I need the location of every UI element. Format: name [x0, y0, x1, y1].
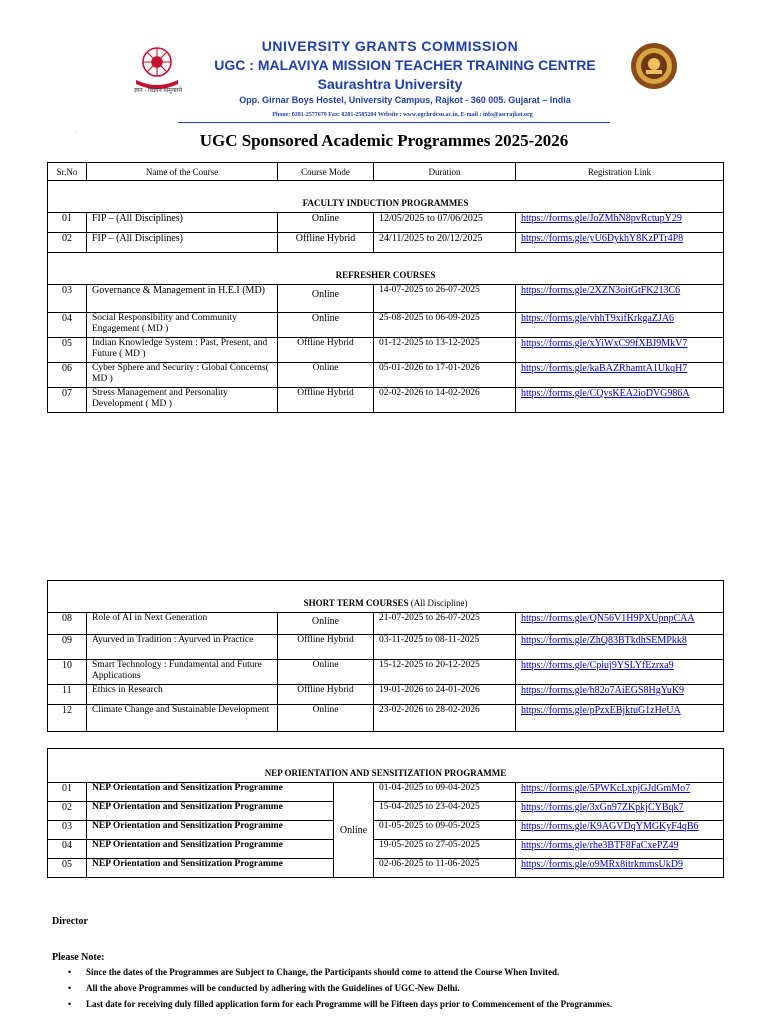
- table-row: [48, 840, 724, 859]
- table-row: [48, 338, 724, 363]
- cell-course: Smart Technology : Fundamental and Future Applications: [87, 660, 278, 685]
- cell-srno: 08: [48, 613, 87, 635]
- registration-link[interactable]: https://forms.gle/3xGn97ZKpkjCYBqk7: [521, 802, 684, 813]
- stray-mark: ·: [74, 128, 77, 137]
- cell-mode: Online: [278, 363, 374, 388]
- cell-mode: Online: [278, 313, 374, 338]
- registration-link[interactable]: https://forms.gle/CQvsKEA2ioDVG986A: [521, 388, 690, 399]
- table-row: [48, 233, 724, 253]
- registration-link[interactable]: https://forms.gle/o9MRx8itrkmmsUkD9: [521, 859, 683, 870]
- cell-srno: 07: [48, 388, 87, 413]
- cell-course: Ayurved in Tradition : Ayurved in Practice: [87, 635, 278, 660]
- cell-srno: 01: [48, 213, 87, 233]
- registration-link[interactable]: https://forms.gle/xYiWxC99fXBJ9MkV7: [521, 338, 688, 349]
- registration-link[interactable]: https://forms.gle/ZhQ83BTkdhSEMPkk8: [521, 635, 687, 646]
- table-header-row: [48, 163, 724, 181]
- cell-link: [516, 705, 724, 732]
- header-contact: Phone: 0281-2577679 Fax: 0281-2585204 Website : www.ugchrdcsu.ac.in, E-mail : info@ascrajkot.org: [272, 112, 533, 118]
- section-row-nep: [48, 749, 724, 783]
- table-row: [48, 802, 724, 821]
- table-row: [48, 388, 724, 413]
- cell-link: [516, 613, 724, 635]
- cell-link: [516, 660, 724, 685]
- cell-srno: 03: [48, 821, 87, 840]
- cell-link: [516, 635, 724, 660]
- cell-course: NEP Orientation and Sensitization Programme: [87, 821, 334, 840]
- registration-link[interactable]: https://forms.gle/Cpiuj9YSLYfEzrxa9: [521, 660, 674, 671]
- header-line-1: UNIVERSITY GRANTS COMMISSION: [261, 38, 519, 54]
- cell-srno: 04: [48, 840, 87, 859]
- cell-course: FIP – (All Disciplines): [87, 233, 278, 253]
- col-header-course: Name of the Course: [87, 163, 278, 181]
- cell-mode: Online: [278, 213, 374, 233]
- cell-mode: Online: [278, 613, 374, 635]
- cell-duration: 01-12-2025 to 13-12-2025: [374, 338, 516, 363]
- cell-duration: 25-08-2025 to 06-09-2025: [374, 313, 516, 338]
- cell-mode: Offline Hybrid: [278, 388, 374, 413]
- registration-link[interactable]: https://forms.gle/kaBAZRhamtA1UkqH7: [521, 363, 688, 374]
- cell-mode: Offline Hybrid: [278, 635, 374, 660]
- cell-srno: 02: [48, 802, 87, 821]
- main-programmes-table: [47, 162, 724, 413]
- table-row: [48, 660, 724, 685]
- cell-course: Cyber Sphere and Security : Global Concerns( MD ): [87, 363, 278, 388]
- table-row: [48, 635, 724, 660]
- cell-mode: Online: [278, 660, 374, 685]
- cell-link: [516, 338, 724, 363]
- table-row: [48, 313, 724, 338]
- cell-link: [516, 233, 724, 253]
- cell-link: [516, 388, 724, 413]
- cell-course: Social Responsibility and Community Engagement ( MD ): [87, 313, 278, 338]
- section-row-refresher: [48, 253, 724, 285]
- cell-course: Indian Knowledge System : Past, Present, and Future ( MD ): [87, 338, 278, 363]
- table-row: [48, 783, 724, 802]
- cell-srno: 02: [48, 233, 87, 253]
- cell-duration: 01-04-2025 to 09-04-2025: [374, 783, 516, 802]
- cell-course: FIP – (All Disciplines): [87, 213, 278, 233]
- cell-mode: Online: [334, 783, 374, 878]
- registration-link[interactable]: https://forms.gle/5PWKcLxpjGJdGmMo7: [521, 783, 691, 794]
- table-row: [48, 685, 724, 705]
- cell-duration: 02-02-2026 to 14-02-2026: [374, 388, 516, 413]
- cell-link: [516, 840, 724, 859]
- cell-srno: 09: [48, 635, 87, 660]
- table-row: [48, 213, 724, 233]
- table-row: [48, 285, 724, 313]
- table-row: [48, 363, 724, 388]
- section-heading: REFRESHER COURSES: [48, 253, 724, 285]
- table-row: [48, 859, 724, 878]
- col-header-srno: Sr.No: [48, 163, 87, 181]
- cell-course: Governance & Management in H.E.I (MD): [87, 285, 278, 313]
- cell-course: NEP Orientation and Sensitization Programme: [87, 783, 334, 802]
- cell-course: NEP Orientation and Sensitization Programme: [87, 802, 334, 821]
- section-row-faculty: [48, 181, 724, 213]
- section-heading: FACULTY INDUCTION PROGRAMMES: [48, 181, 724, 213]
- cell-mode: Online: [278, 285, 374, 313]
- cell-link: [516, 783, 724, 802]
- note-heading: Please Note:: [52, 952, 105, 963]
- short-term-courses-table: [47, 580, 724, 732]
- registration-link[interactable]: https://forms.gle/vhhT9xifKrkgaZJA6: [521, 313, 675, 324]
- director-signature: Director: [52, 916, 88, 927]
- registration-link[interactable]: https://forms.gle/JoZMhN8pvRctupY29: [521, 213, 682, 224]
- cell-link: [516, 802, 724, 821]
- cell-duration: 03-11-2025 to 08-11-2025: [374, 635, 516, 660]
- cell-course: Stress Management and Personality Development ( MD ): [87, 388, 278, 413]
- cell-duration: 15-04-2025 to 23-04-2025: [374, 802, 516, 821]
- cell-mode: Offline Hybrid: [278, 338, 374, 363]
- table-row: [48, 613, 724, 635]
- cell-course: Role of AI in Next Generation: [87, 613, 278, 635]
- cell-link: [516, 213, 724, 233]
- cell-srno: 12: [48, 705, 87, 732]
- nep-programmes-table: [47, 748, 724, 878]
- registration-link[interactable]: https://forms.gle/pPzxEBjktuG1zHeUA: [521, 705, 681, 716]
- cell-duration: 23-02-2026 to 28-02-2026: [374, 705, 516, 732]
- cell-course: NEP Orientation and Sensitization Programme: [87, 840, 334, 859]
- header-line-2: UGC : MALAVIYA MISSION TEACHER TRAINING CENTRE: [214, 57, 596, 73]
- cell-mode: Online: [278, 705, 374, 732]
- list-item: • All the above Programmes will be conducted by adhering with the Guidelines of UGC-New Delhi.: [68, 980, 758, 996]
- notes-list: [68, 964, 758, 1012]
- section-row-short-term: [48, 581, 724, 613]
- cell-srno: 10: [48, 660, 87, 685]
- cell-srno: 06: [48, 363, 87, 388]
- list-item: • Since the dates of the Programmes are Subject to Change, the Participants should come to attend the Course When Invited.: [68, 964, 758, 980]
- cell-duration: 12/05/2025 to 07/06/2025: [374, 213, 516, 233]
- header-address: Opp. Girnar Boys Hostel, University Campus, Rajkot - 360 005. Gujarat – India: [239, 95, 571, 105]
- registration-link[interactable]: https://forms.gle/yU6DykhY8KzPTr4P8: [521, 233, 684, 244]
- registration-link[interactable]: https://forms.gle/2XZN3oitGtFK213C6: [521, 285, 681, 296]
- cell-srno: 05: [48, 859, 87, 878]
- table-row: [48, 705, 724, 732]
- cell-duration: 15-12-2025 to 20-12-2025: [374, 660, 516, 685]
- registration-link[interactable]: https://forms.gle/K9AGVDqYMGKyF4qB6: [521, 821, 699, 832]
- section-heading: [48, 581, 724, 613]
- registration-link[interactable]: https://forms.gle/h82o7AiEGS8HgYuK9: [521, 685, 685, 696]
- logo-tagline: ज्ञान - विज्ञान विमुक्तये: [134, 88, 182, 94]
- cell-link: [516, 859, 724, 878]
- cell-mode: Offline Hybrid: [278, 233, 374, 253]
- cell-link: [516, 363, 724, 388]
- cell-course: Climate Change and Sustainable Development: [87, 705, 278, 732]
- col-header-mode: Course Mode: [278, 163, 374, 181]
- cell-duration: 02-06-2025 to 11-06-2025: [374, 859, 516, 878]
- cell-duration: 24/11/2025 to 20/12/2025: [374, 233, 516, 253]
- cell-duration: 01-05-2025 to 09-05-2025: [374, 821, 516, 840]
- university-seal-icon: [630, 42, 678, 90]
- section-heading-suffix: (All Discipline): [408, 598, 468, 608]
- cell-link: [516, 685, 724, 705]
- cell-srno: 05: [48, 338, 87, 363]
- cell-srno: 04: [48, 313, 87, 338]
- cell-link: [516, 821, 724, 840]
- col-header-link: Registration Link: [516, 163, 724, 181]
- registration-link[interactable]: https://forms.gle/QN56V1H9PXUpnpCAA: [521, 613, 695, 624]
- table-row: [48, 821, 724, 840]
- letterhead: [0, 0, 768, 125]
- cell-srno: 11: [48, 685, 87, 705]
- cell-link: [516, 285, 724, 313]
- list-item: • Last date for receiving duly filled application form for each Programme will be Fifteen days prior to Commencement of the Programmes.: [68, 996, 758, 1012]
- header-divider: [178, 122, 610, 123]
- cell-mode: Offline Hybrid: [278, 685, 374, 705]
- page-title: UGC Sponsored Academic Programmes 2025-2026: [199, 131, 569, 150]
- col-header-duration: Duration: [374, 163, 516, 181]
- cell-srno: 03: [48, 285, 87, 313]
- section-heading: NEP ORIENTATION AND SENSITIZATION PROGRAMME: [48, 749, 724, 783]
- section-heading-text: SHORT TERM COURSES: [303, 598, 409, 608]
- registration-link[interactable]: https://forms.gle/rhe3BTF8FaCxePZ49: [521, 840, 679, 851]
- cell-srno: 01: [48, 783, 87, 802]
- cell-course: NEP Orientation and Sensitization Programme: [87, 859, 334, 878]
- cell-link: [516, 313, 724, 338]
- cell-course: Ethics in Research: [87, 685, 278, 705]
- cell-duration: 19-01-2026 to 24-01-2026: [374, 685, 516, 705]
- cell-duration: 19-05-2025 to 27-05-2025: [374, 840, 516, 859]
- cell-duration: 14-07-2025 to 26-07-2025: [374, 285, 516, 313]
- cell-duration: 05-01-2026 to 17-01-2026: [374, 363, 516, 388]
- header-line-3: Saurashtra University: [317, 76, 463, 92]
- cell-duration: 21-07-2025 to 26-07-2025: [374, 613, 516, 635]
